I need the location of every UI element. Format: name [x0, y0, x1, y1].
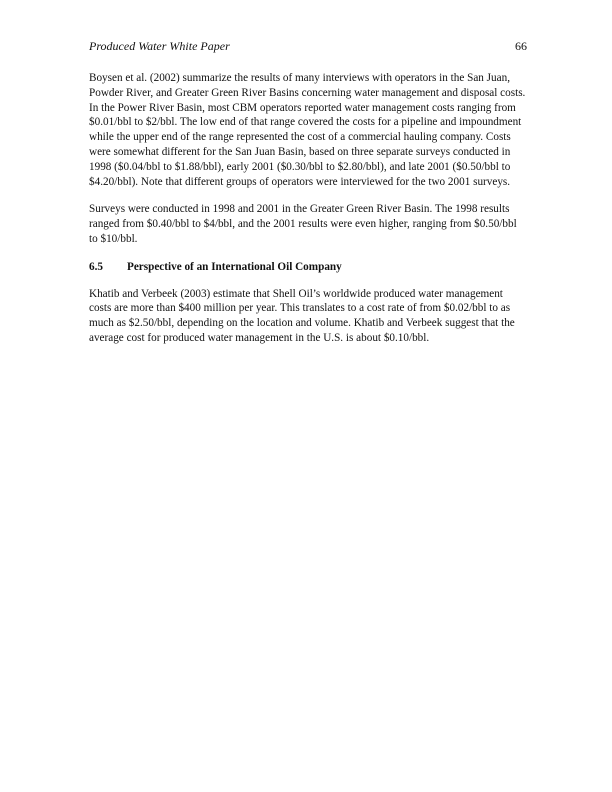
paragraph-green-river-surveys: Surveys were conducted in 1998 and 2001 in the Greater Green River Basin. The 1998 results ranged from $0.40/bbl to $4/bbl, and the 2001 results were even higher, ranging from $0.50/bbl to $10/bbl.	[89, 203, 517, 245]
section-number: 6.5	[89, 260, 103, 273]
page-header	[89, 38, 527, 54]
paragraph-shell-costs: Khatib and Verbeek (2003) estimate that Shell Oil’s worldwide produced water management costs are more than $400 million per year. This translates to a cost rate of from $0.02/bbl to as much as $2.50/bbl, depending on the location and volume. Khatib and Verbeek suggest that the average cost for produced water management in the U.S. is about $0.10/bbl.	[89, 287, 515, 344]
section-title: Perspective of an International Oil Company	[127, 260, 342, 273]
document-body	[89, 71, 527, 346]
paragraph-boysen-survey: Boysen et al. (2002) summarize the results of many interviews with operators in the San Juan, Powder River, and Greater Green River Basins concerning water management and disposal costs. In the Power River Basin, most CBM operators reported water management costs ranging from $0.01/bbl to $2/bbl. The low end of that range covered the costs for a pipeline and impoundment while the upper end of the range represented the cost of a commercial hauling company. Costs were somewhat different for the San Juan Basin, based on three separate surveys conducted in 1998 ($0.04/bbl to $1.88/bbl), early 2001 ($0.30/bbl to $2.80/bbl), and late 2001 ($0.50/bbl to $4.20/bbl). Note that different groups of operators were interviewed for the two 2001 surveys.	[89, 72, 526, 188]
header-title: Produced Water White Paper	[89, 39, 230, 53]
page-number: 66	[515, 39, 527, 53]
section-heading	[89, 260, 527, 275]
